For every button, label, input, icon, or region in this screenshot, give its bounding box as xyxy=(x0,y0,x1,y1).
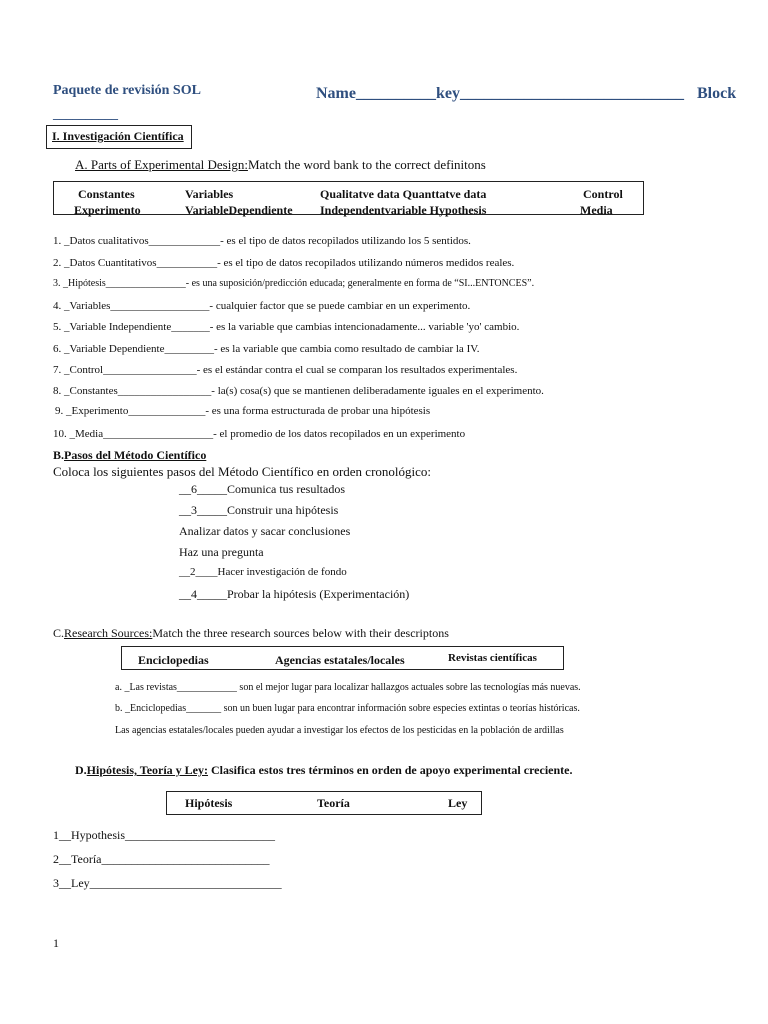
definition-item: 9. _Experimento______________- es una forma estructurada de probar una hipótesis xyxy=(55,405,431,417)
answer-line: 2__Teoría____________________________ xyxy=(53,852,270,866)
wordbank-c-item: Enciclopedias xyxy=(138,653,209,667)
section1-title-box xyxy=(46,125,192,149)
wordbank-a xyxy=(53,181,644,215)
block-line: __________ xyxy=(53,106,118,121)
answer-line: 1__Hypothesis_________________________ xyxy=(53,828,275,842)
research-item: b. _Enciclopedias_______ son un buen lugar para encontrar información sobre especies extintas o teorías históricas. xyxy=(115,703,580,714)
definition-item: 4. _Variables__________________- cualquier factor que se puede cambiar en un experimento. xyxy=(53,300,471,312)
definition-item: 7. _Control_________________- es el estándar contra el cual se comparan los resultados experimentales. xyxy=(53,364,518,376)
block-label: Block xyxy=(697,85,737,102)
wordbank-d-item: Ley xyxy=(448,796,468,810)
wordbank-a-item: Qualitatve data Quanttatve data xyxy=(320,187,487,201)
sectionC-heading: C.Research Sources:Match the three research sources below with their descriptons xyxy=(53,626,449,640)
wordbank-c-item: Revistas científicas xyxy=(448,652,537,664)
definition-item: 8. _Constantes_________________- la(s) cosa(s) que se mantienen deliberadamente iguales en el experimento. xyxy=(53,385,544,397)
sectionD-heading: D.Hipótesis, Teoría y Ley: Clasifica estos tres términos en orden de apoyo experimental creciente. xyxy=(75,763,573,777)
step-item: __2____Hacer investigación de fondo xyxy=(179,566,347,578)
wordbank-a-item: Constantes xyxy=(78,187,135,201)
wordbank-c xyxy=(121,646,564,670)
definition-item: 6. _Variable Dependiente_________- es la variable que cambia como resultado de cambiar la IV. xyxy=(53,343,480,355)
name-key-line: Name__________key____________________________ xyxy=(316,85,684,102)
definition-item: 3. _Hipótesis________________- es una suposición/predicción educada; generalmente en forma de “SI...ENTONCES”. xyxy=(53,278,535,289)
wordbank-a-item: Independentvariable Hypothesis xyxy=(320,203,487,217)
definition-item: 2. _Datos Cuantitativos___________- es el tipo de datos recopilados utilizando números medidos reales. xyxy=(53,257,515,269)
step-item: Haz una pregunta xyxy=(179,545,264,559)
wordbank-c-item: Agencias estatales/locales xyxy=(275,653,405,667)
sectionB-heading: B.Pasos del Método Científico xyxy=(53,448,207,462)
wordbank-a-item: Control xyxy=(583,187,623,201)
wordbank-d xyxy=(166,791,482,815)
packet-title: Paquete de revisión SOL xyxy=(53,83,201,98)
section1-title: I. Investigación Científica xyxy=(52,129,184,143)
definition-item: 1. _Datos cualitativos_____________- es el tipo de datos recopilados utilizando los 5 sentidos. xyxy=(53,235,471,247)
answer-line: 3__Ley________________________________ xyxy=(53,876,282,890)
step-item: Analizar datos y sacar conclusiones xyxy=(179,524,351,538)
wordbank-a-item: Experimento xyxy=(74,203,141,217)
research-item: a. _Las revistas____________ son el mejor lugar para localizar hallazgos actuales sobre las tecnologías más nuevas. xyxy=(115,682,581,693)
wordbank-a-item: Media xyxy=(580,203,613,217)
wordbank-a-item: VariableDependiente xyxy=(185,203,293,217)
sectionB-instruction: Coloca los siguientes pasos del Método Científico en orden cronológico: xyxy=(53,464,432,479)
partA-heading xyxy=(75,157,486,173)
partA-label: A. Parts of Experimental Design: xyxy=(75,157,248,172)
step-item: __4_____Probar la hipótesis (Experimentación) xyxy=(179,587,410,601)
page-number: 1 xyxy=(53,936,59,950)
partA-instruction: Match the word bank to the correct definitons xyxy=(247,157,486,172)
wordbank-a-item: Variables xyxy=(185,187,234,201)
step-item: __3_____Construir una hipótesis xyxy=(179,503,339,517)
wordbank-d-item: Teoría xyxy=(317,796,350,810)
research-item: Las agencias estatales/locales pueden ayudar a investigar los efectos de los pesticidas en la población de ardillas xyxy=(115,725,564,736)
step-item: __6_____Comunica tus resultados xyxy=(179,482,345,496)
wordbank-d-item: Hipótesis xyxy=(185,796,233,810)
definition-item: 10. _Media____________________- el promedio de los datos recopilados en un experimento xyxy=(53,428,466,440)
definition-item: 5. _Variable Independiente_______- es la variable que cambias intencionadamente... variable 'yo' cambio. xyxy=(53,321,520,333)
